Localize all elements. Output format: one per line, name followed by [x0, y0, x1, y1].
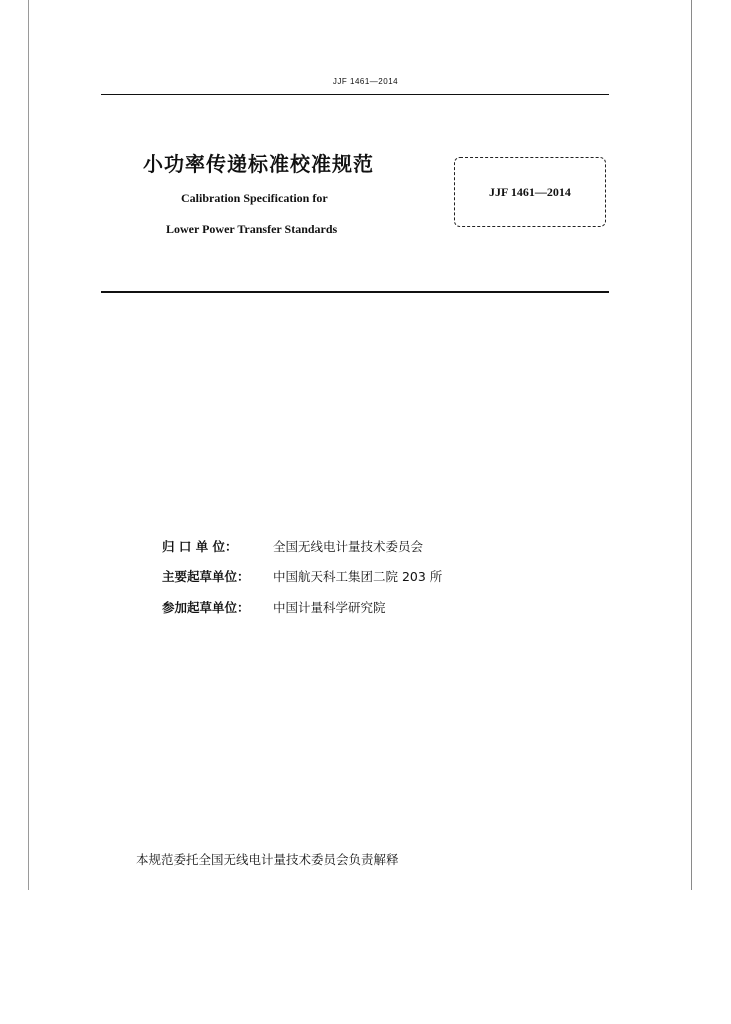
organization-row-participating-drafting [162, 598, 386, 616]
title-english-line-2: Lower Power Transfer Standards [166, 222, 338, 236]
title-section-rule [101, 291, 609, 293]
organization-label: 参加起草单位： [162, 600, 250, 615]
title-chinese: 小功率传递标准校准规范 [143, 152, 374, 176]
organization-label: 归 口 单 位： [162, 539, 238, 554]
scan-page-edge-left [28, 0, 29, 890]
title-english-line-1: Calibration Specification for [181, 191, 328, 205]
organization-value: 全国无线电计量技术委员会 [273, 539, 424, 554]
header-rule [101, 94, 609, 95]
organization-label: 主要起草单位： [162, 569, 250, 584]
organization-row-responsible [162, 537, 423, 555]
organization-row-main-drafting [162, 567, 442, 585]
scan-page-edge-right [691, 0, 692, 890]
standard-code-box-text: JJF 1461—2014 [489, 185, 571, 199]
standard-code-box [454, 157, 606, 227]
organization-value: 中国计量科学研究院 [273, 600, 386, 615]
interpretation-note: 本规范委托全国无线电计量技术委员会负责解释 [136, 852, 399, 867]
organization-value: 中国航天科工集团二院 203 所 [273, 569, 443, 584]
header-standard-code: JJF 1461—2014 [332, 77, 399, 86]
